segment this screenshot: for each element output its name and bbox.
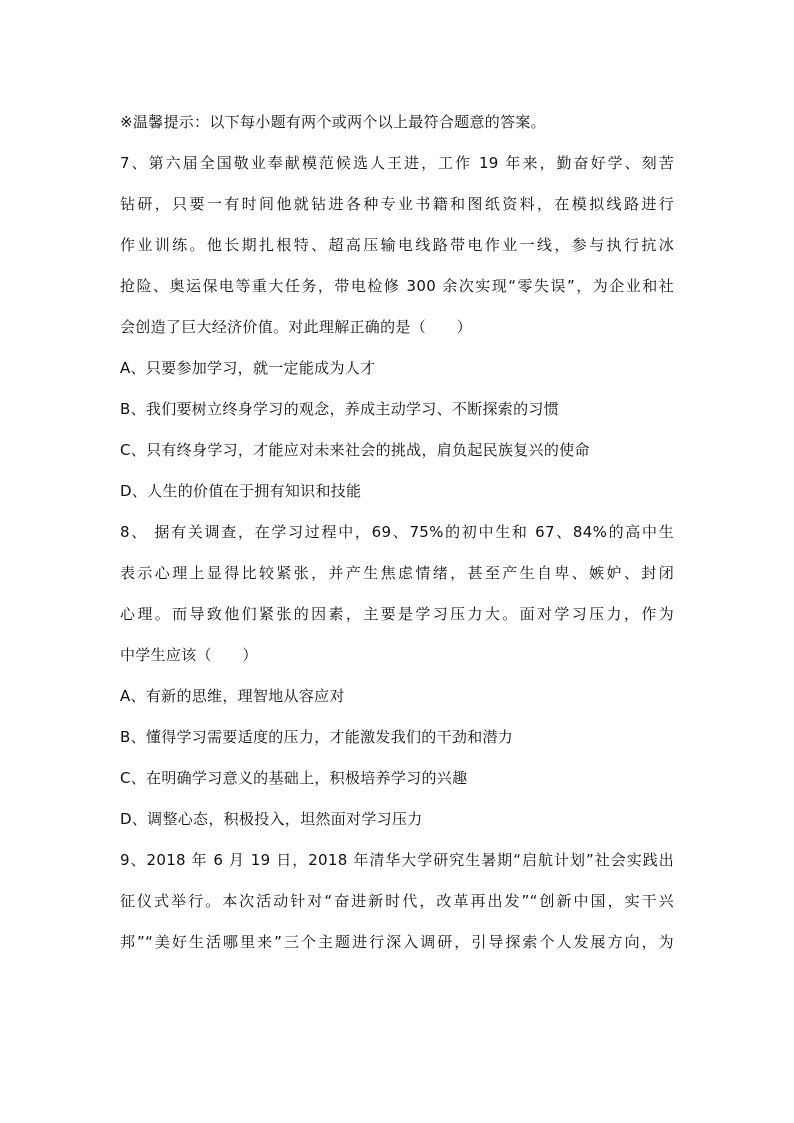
question-stem-line: 心理。而导致他们紧张的因素，主要是学习压力大。面对学习压力，作为 [120, 605, 674, 623]
option-a: A、只要参加学习，就一定能成为人才 [120, 359, 376, 377]
question-stem-line: 中学生应该（ ） [120, 646, 258, 664]
question-stem-line: 征仪式举行。本次活动针对“奋进新时代，改革再出发”“创新中国，实干兴 [120, 892, 674, 910]
option-b: B、懂得学习需要适度的压力，才能激发我们的干劲和潜力 [120, 728, 514, 746]
question-stem-line: 8、 据有关调查，在学习过程中，69、75%的初中生和 67、84%的高中生 [120, 523, 674, 541]
option-a: A、有新的思维，理智地从容应对 [120, 687, 345, 705]
question-7 [120, 143, 674, 512]
notice-text: ※温馨提示：以下每小题有两个或两个以上最符合题意的答案。 [120, 113, 546, 131]
question-9 [120, 840, 674, 963]
question-stem-line: 抢险、奥运保电等重大任务，带电检修 300 余次实现“零失误”，为企业和社 [120, 277, 674, 295]
option-d: D、人生的价值在于拥有知识和技能 [120, 482, 362, 500]
question-stem-line: 7、第六届全国敬业奉献模范候选人王进，工作 19 年来，勤奋好学、刻苦 [120, 154, 674, 172]
question-8 [120, 512, 674, 840]
option-c: C、只有终身学习，才能应对未来社会的挑战，肩负起民族复兴的使命 [120, 441, 590, 459]
question-stem-line: 9、2018 年 6 月 19 日，2018 年清华大学研究生暑期“启航计划”社会实践出 [120, 851, 674, 869]
option-c: C、在明确学习意义的基础上，积极培养学习的兴趣 [120, 769, 468, 787]
option-d: D、调整心态，积极投入，坦然面对学习压力 [120, 810, 423, 828]
question-stem-line: 作业训练。他长期扎根特、超高压输电线路带电作业一线，参与执行抗冰 [120, 236, 674, 254]
question-stem-line: 钻研，只要一有时间他就钻进各种专业书籍和图纸资料，在模拟线路进行 [120, 195, 674, 213]
option-b: B、我们要树立终身学习的观念，养成主动学习、不断探索的习惯 [120, 400, 559, 418]
question-stem-line: 表示心理上显得比较紧张，并产生焦虑情绪，甚至产生自卑、嫉妒、封闭 [120, 564, 674, 582]
question-stem-line: 会创造了巨大经济价值。对此理解正确的是（ ） [120, 318, 472, 336]
question-stem-line: 邦”“美好生活哪里来”三个主题进行深入调研，引导探索个人发展方向，为 [120, 933, 674, 951]
